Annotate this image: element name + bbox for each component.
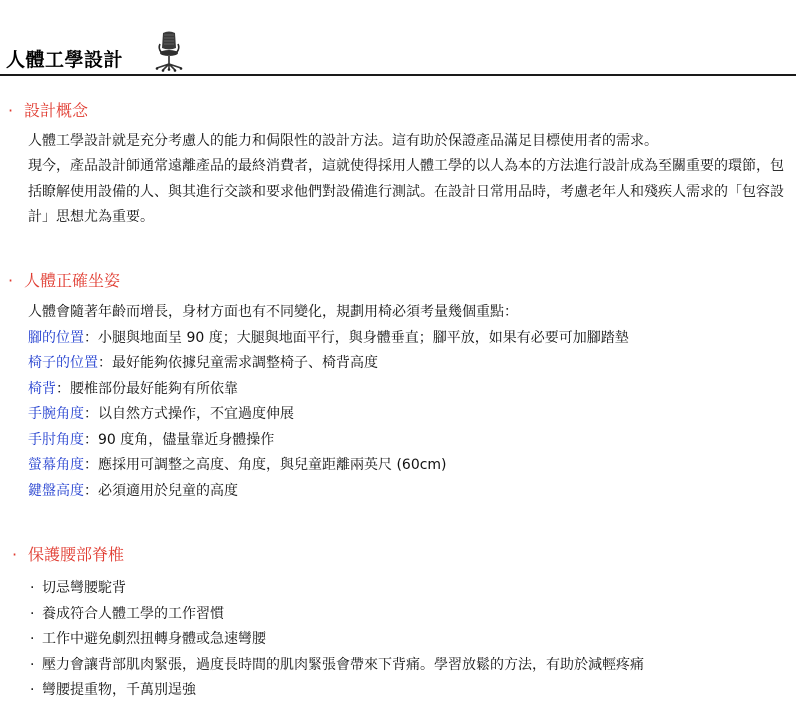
- list-item: [30, 576, 644, 602]
- list-item: [30, 602, 644, 628]
- list-item: [28, 428, 788, 454]
- term-desc: 腰椎部份最好能夠有所依靠: [70, 380, 238, 397]
- list-item: [28, 453, 788, 479]
- term-sep: ：: [98, 355, 112, 371]
- term-sep: ：: [84, 457, 98, 473]
- list-item: [30, 627, 644, 653]
- heading-bullet: ·: [12, 545, 18, 564]
- item-bullet: ·: [30, 580, 35, 596]
- lumbar-list: [30, 576, 644, 704]
- term-keyboard: 鍵盤高度: [28, 482, 84, 499]
- term-screen: 螢幕角度: [28, 457, 84, 473]
- heading-bullet: ·: [8, 101, 14, 120]
- page-header: [0, 30, 796, 76]
- section-heading-lumbar: [12, 545, 124, 565]
- item-text: 壓力會讓背部肌肉緊張，過度長時間的肌肉緊張會帶來下背痛。學習放鬆的方法，有助於減輕疼痛: [42, 656, 644, 673]
- list-item: [28, 402, 788, 428]
- header-divider: [0, 74, 796, 76]
- term-feet: 腳的位置: [28, 329, 84, 346]
- item-bullet: ·: [30, 656, 35, 673]
- item-text: 彎腰提重物，千萬別逞強: [42, 682, 196, 698]
- term-chair: 椅子的位置: [28, 355, 98, 371]
- posture-intro: 人體會隨著年齡而增長，身材方面也有不同變化，規劃用椅必須考量幾個重點：: [28, 304, 518, 320]
- term-sep: ：: [84, 329, 98, 346]
- list-item: [28, 479, 788, 505]
- paragraph: 人體工學設計就是充分考慮人的能力和侷限性的設計方法。這有助於保證產品滿足目標使用者的需求。: [28, 133, 658, 149]
- page-title: 人體工學設計: [6, 49, 124, 71]
- term-sep: ：: [84, 431, 98, 448]
- heading-text: 人體正確坐姿: [24, 271, 121, 290]
- office-chair-icon: [152, 30, 186, 74]
- item-text: 養成符合人體工學的工作習慣: [42, 605, 224, 622]
- term-backrest: 椅背: [28, 380, 56, 397]
- item-text: 切忌彎腰駝背: [42, 580, 126, 596]
- term-sep: ：: [56, 380, 70, 397]
- list-item: [28, 326, 788, 352]
- design-concept-body: [28, 129, 788, 230]
- list-item: [30, 653, 644, 679]
- item-bullet: ·: [30, 631, 35, 647]
- item-bullet: ·: [30, 682, 35, 698]
- term-desc: 必須適用於兒童的高度: [98, 482, 238, 499]
- term-sep: ：: [84, 482, 98, 499]
- term-desc: 最好能夠依據兒童需求調整椅子、椅背高度: [112, 355, 378, 371]
- heading-text: 設計概念: [24, 101, 89, 120]
- term-desc: 應採用可調整之高度、角度，與兒童距離兩英尺 (60cm): [98, 457, 447, 473]
- list-item: [28, 351, 788, 377]
- section-heading-posture: [8, 271, 120, 291]
- section-heading-design-concept: [8, 101, 88, 121]
- term-elbow: 手肘角度: [28, 431, 84, 448]
- heading-text: 保護腰部脊椎: [28, 545, 125, 564]
- paragraph: 現今，產品設計師通常遠離產品的最終消費者，這就使得採用人體工學的以人為本的方法進行設計成為至關重要的環節，包括瞭解使用設備的人、與其進行交談和要求他們對設備進行測試。在設計日常用品時，考慮老年人和殘疾人需求的「包容設計」思想尤為重要。: [28, 158, 784, 225]
- list-item: [30, 678, 644, 704]
- item-text: 工作中避免劇烈扭轉身體或急速彎腰: [42, 631, 266, 647]
- list-item: [28, 377, 788, 403]
- term-wrist: 手腕角度: [28, 406, 84, 422]
- posture-list: [28, 300, 788, 504]
- heading-bullet: ·: [8, 271, 14, 290]
- term-desc: 小腿與地面呈 90 度；大腿與地面平行，與身體垂直；腳平放，如果有必要可加腳踏墊: [98, 329, 629, 346]
- term-desc: 以自然方式操作，不宜過度伸展: [98, 406, 294, 422]
- term-desc: 90 度角，儘量靠近身體操作: [98, 431, 275, 448]
- item-bullet: ·: [30, 605, 35, 622]
- term-sep: ：: [84, 406, 98, 422]
